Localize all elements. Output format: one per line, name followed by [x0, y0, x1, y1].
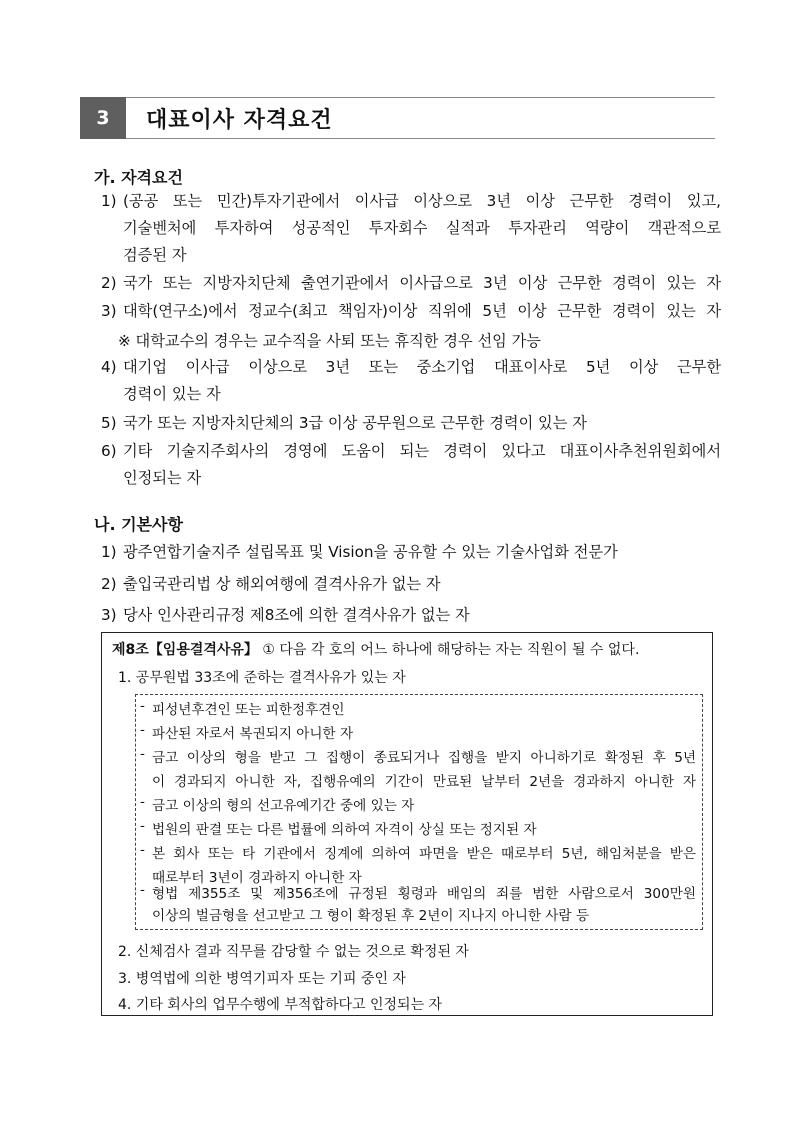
- item-line: (공공 또는 민간)투자기관에서 이사급 이상으로 3년 이상 근무한 경력이 있고,: [123, 192, 721, 210]
- dash-marker: -: [140, 882, 145, 898]
- item-line: 경력이 있는 자: [123, 385, 221, 403]
- qualification-item-2: [101, 270, 721, 297]
- dash-marker: -: [140, 698, 145, 714]
- item-number: 2): [101, 575, 117, 593]
- item-number: 1): [101, 192, 117, 210]
- sub-item-line: 이 경과되지 아니한 자, 집행유예의 기간이 만료된 날부터 2년을 경과하지 아니한 자: [152, 774, 696, 790]
- item-number: 4): [101, 358, 117, 376]
- article-item-2: 2. 신체검사 결과 직무를 감당할 수 없는 것으로 확정된 자: [118, 944, 469, 960]
- article-heading-text: ① 다음 각 호의 어느 하나에 해당하는 자는 직원이 될 수 없다.: [262, 642, 640, 658]
- subsection-title-qualifications: 가. 자격요건: [94, 168, 183, 187]
- article-heading: [112, 639, 704, 659]
- item-number: 1): [101, 543, 117, 561]
- sub-item: [140, 818, 696, 842]
- section-header: [80, 97, 715, 139]
- sub-item-line: 본 회사 또는 타 기관에서 징계에 의하여 파면을 받은 때로부터 5년, 해임처분을 받은: [152, 846, 696, 862]
- sub-item-line: 금고 이상의 형을 받고 그 집행이 종료되거나 집행을 받지 아니하기로 확정된 후 5년: [152, 750, 696, 766]
- qualification-item-6: [101, 438, 721, 492]
- header-top-rule: [126, 97, 715, 98]
- article-8-box: [101, 632, 713, 1016]
- item-line: 출입국관리법 상 해외여행에 결격사유가 없는 자: [123, 575, 441, 593]
- item-number: 2): [101, 274, 117, 292]
- qualification-item-4: [101, 354, 721, 408]
- basic-item-3: [101, 602, 721, 629]
- qualification-item-3: [101, 298, 721, 325]
- dash-marker: -: [140, 746, 145, 762]
- article-item-1: 1. 공무원법 33조에 준하는 결격사유가 있는 자: [118, 670, 406, 686]
- sub-item: [140, 882, 696, 930]
- dash-marker: -: [140, 842, 145, 858]
- article-item-3: 3. 병역법에 의한 병역기피자 또는 기피 중인 자: [118, 971, 406, 987]
- item-line: 기타 기술지주회사의 경영에 도움이 되는 경력이 있다고 대표이사추천위원회에서: [123, 442, 721, 460]
- basic-item-1: [101, 539, 721, 566]
- item-number: 3): [101, 606, 117, 624]
- item-line: 광주연합기술지주 설립목표 및 Vision을 공유할 수 있는 기술사업화 전문가: [123, 543, 618, 561]
- sub-item: [140, 746, 696, 794]
- item-number: 6): [101, 442, 117, 460]
- dash-marker: -: [140, 818, 145, 834]
- subsection-title-basics: 나. 기본사항: [94, 515, 183, 534]
- basic-item-2: [101, 571, 721, 598]
- sub-item: [140, 722, 696, 746]
- article-heading-title: 제8조【임용결격사유】: [112, 642, 258, 658]
- sub-item-line: 때로부터 3년이 경과하지 아니한 자: [152, 870, 362, 886]
- item-number: 5): [101, 414, 117, 432]
- note-professor: ※ 대학교수의 경우는 교수직을 사퇴 또는 휴직한 경우 선임 가능: [118, 332, 541, 350]
- disqualification-sublist: [135, 694, 703, 930]
- sub-item-line: 파산된 자로서 복권되지 아니한 자: [152, 726, 354, 742]
- item-line: 국가 또는 지방자치단체의 3급 이상 공무원으로 근무한 경력이 있는 자: [123, 414, 587, 432]
- section-number-badge: 3: [80, 97, 126, 139]
- item-line: 기술벤처에 투자하여 성공적인 투자회수 실적과 투자관리 역량이 객관적으로: [123, 219, 721, 237]
- sub-item-line: 금고 이상의 형의 선고유예기간 중에 있는 자: [152, 798, 415, 814]
- item-line: 검증된 자: [123, 246, 187, 264]
- item-line: 인정되는 자: [123, 469, 202, 487]
- item-line: 대기업 이사급 이상으로 3년 또는 중소기업 대표이사로 5년 이상 근무한: [123, 358, 721, 376]
- dash-marker: -: [140, 794, 145, 810]
- sub-item-line: 피성년후견인 또는 피한정후견인: [152, 702, 345, 718]
- item-line: 국가 또는 지방자치단체 출연기관에서 이사급으로 3년 이상 근무한 경력이 있는 자: [123, 274, 721, 292]
- item-line: 당사 인사관리규정 제8조에 의한 결격사유가 없는 자: [123, 606, 470, 624]
- section-title: 대표이사 자격요건: [146, 108, 333, 133]
- item-line: 대학(연구소)에서 정교수(최고 책임자)이상 직위에 5년 이상 근무한 경력이 있는 자: [123, 302, 721, 320]
- sub-item: [140, 794, 696, 818]
- qualification-item-5: [101, 410, 721, 437]
- sub-item: [140, 698, 696, 722]
- header-bottom-rule: [126, 138, 715, 139]
- qualification-item-1: [101, 188, 721, 269]
- article-item-4: 4. 기타 회사의 업무수행에 부적합하다고 인정되는 자: [118, 997, 443, 1013]
- item-number: 3): [101, 302, 117, 320]
- sub-item-line: 형법 제355조 및 제356조에 규정된 횡령과 배임의 죄를 범한 사람으로서 300만원: [152, 886, 696, 902]
- sub-item-line: 이상의 벌금형을 선고받고 그 형이 확정된 후 2년이 지나지 아니한 사람 등: [152, 908, 589, 924]
- dash-marker: -: [140, 722, 145, 738]
- sub-item-line: 법원의 판결 또는 다른 법률에 의하여 자격이 상실 또는 정지된 자: [152, 822, 537, 838]
